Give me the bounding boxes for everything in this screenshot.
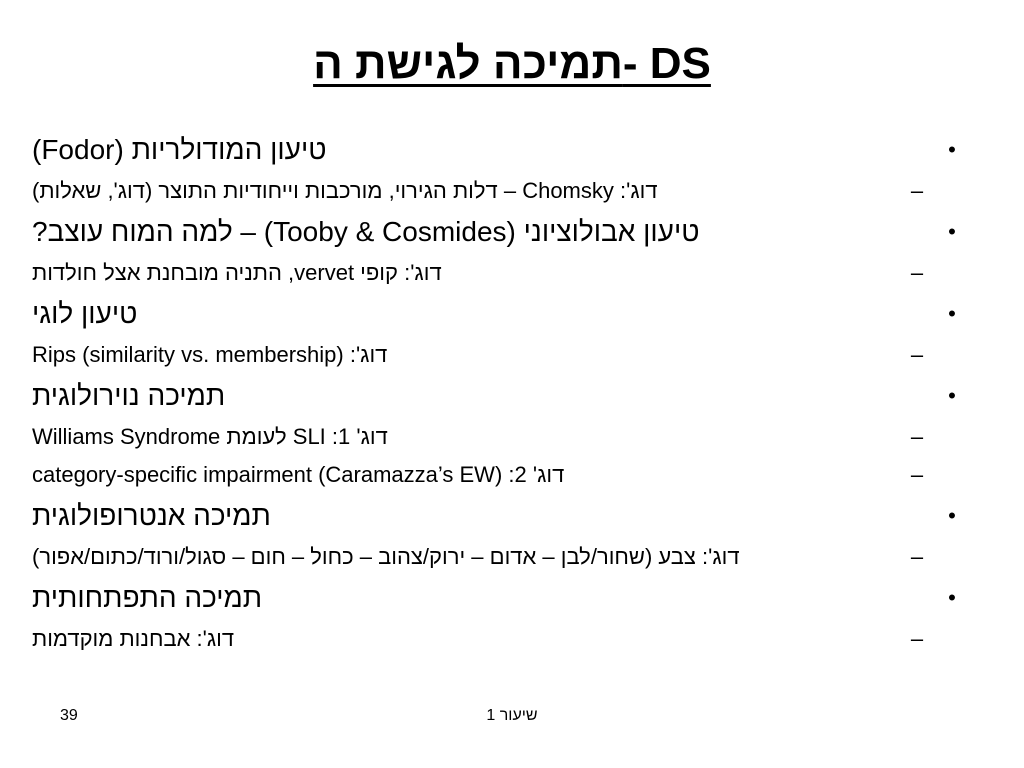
dash-icon: – [910,260,924,285]
footer-lesson: שיעור 1 [486,707,538,724]
bullet-item [32,292,962,336]
bullet-text: תמיכה אנטרופולוגית [32,500,271,531]
sub-bullet-item [32,418,962,456]
dash-icon: – [910,626,924,651]
dash-icon: – [910,462,924,487]
bullet-item [32,374,962,418]
bullet-item [32,210,962,254]
bullet-text: טיעון אבולוציוני (Tooby & Cosmides) – למה המוח עוצב? [32,216,700,247]
bullet-icon: • [948,301,956,326]
bullet-text: טיעון לוגי [32,298,138,329]
slide-title [0,38,1024,91]
bullet-item [32,128,962,172]
bullet-list [32,128,962,658]
bullet-icon: • [948,585,956,610]
sub-bullet-item [32,538,962,576]
sub-bullet-text: דוג': Rips (similarity vs. membership) [32,342,388,367]
bullet-icon: • [948,383,956,408]
bullet-item [32,576,962,620]
sub-bullet-text: דוג': קופי vervet, התניה מובחנת אצל חולדות [32,260,442,285]
sub-bullet-text: דוג': צבע (שחור/לבן – אדום – ירוק/צהוב – כחול – חום – סגול/ורוד/כתום/אפור) [32,544,740,569]
sub-bullet-item [32,336,962,374]
sub-bullet-text: דוג' 2: category-specific impairment (Caramazza’s EW) [32,462,565,487]
bullet-text: תמיכה נוירולוגית [32,380,226,411]
sub-bullet-item [32,254,962,292]
dash-icon: – [910,342,924,367]
bullet-icon: • [948,503,956,528]
bullet-text: טיעון המודולריות (Fodor) [32,134,327,165]
bullet-item [32,494,962,538]
page-number: 39 [60,707,78,724]
sub-bullet-text: דוג' 1: SLI לעומת Williams Syndrome [32,424,388,449]
bullet-icon: • [948,219,956,244]
sub-bullet-item [32,456,962,494]
sub-bullet-text: דוג': אבחנות מוקדמות [32,626,235,651]
slide-title-text: תמיכה לגישת ה- DS [313,39,711,88]
sub-bullet-item [32,620,962,658]
sub-bullet-item [32,172,962,210]
dash-icon: – [910,544,924,569]
bullet-icon: • [948,137,956,162]
dash-icon: – [910,178,924,203]
bullet-text: תמיכה התפתחותית [32,582,263,613]
sub-bullet-text: דוג': Chomsky – דלות הגירוי, מורכבות וייחודיות התוצר (דוג', שאלות) [32,178,658,203]
dash-icon: – [910,424,924,449]
